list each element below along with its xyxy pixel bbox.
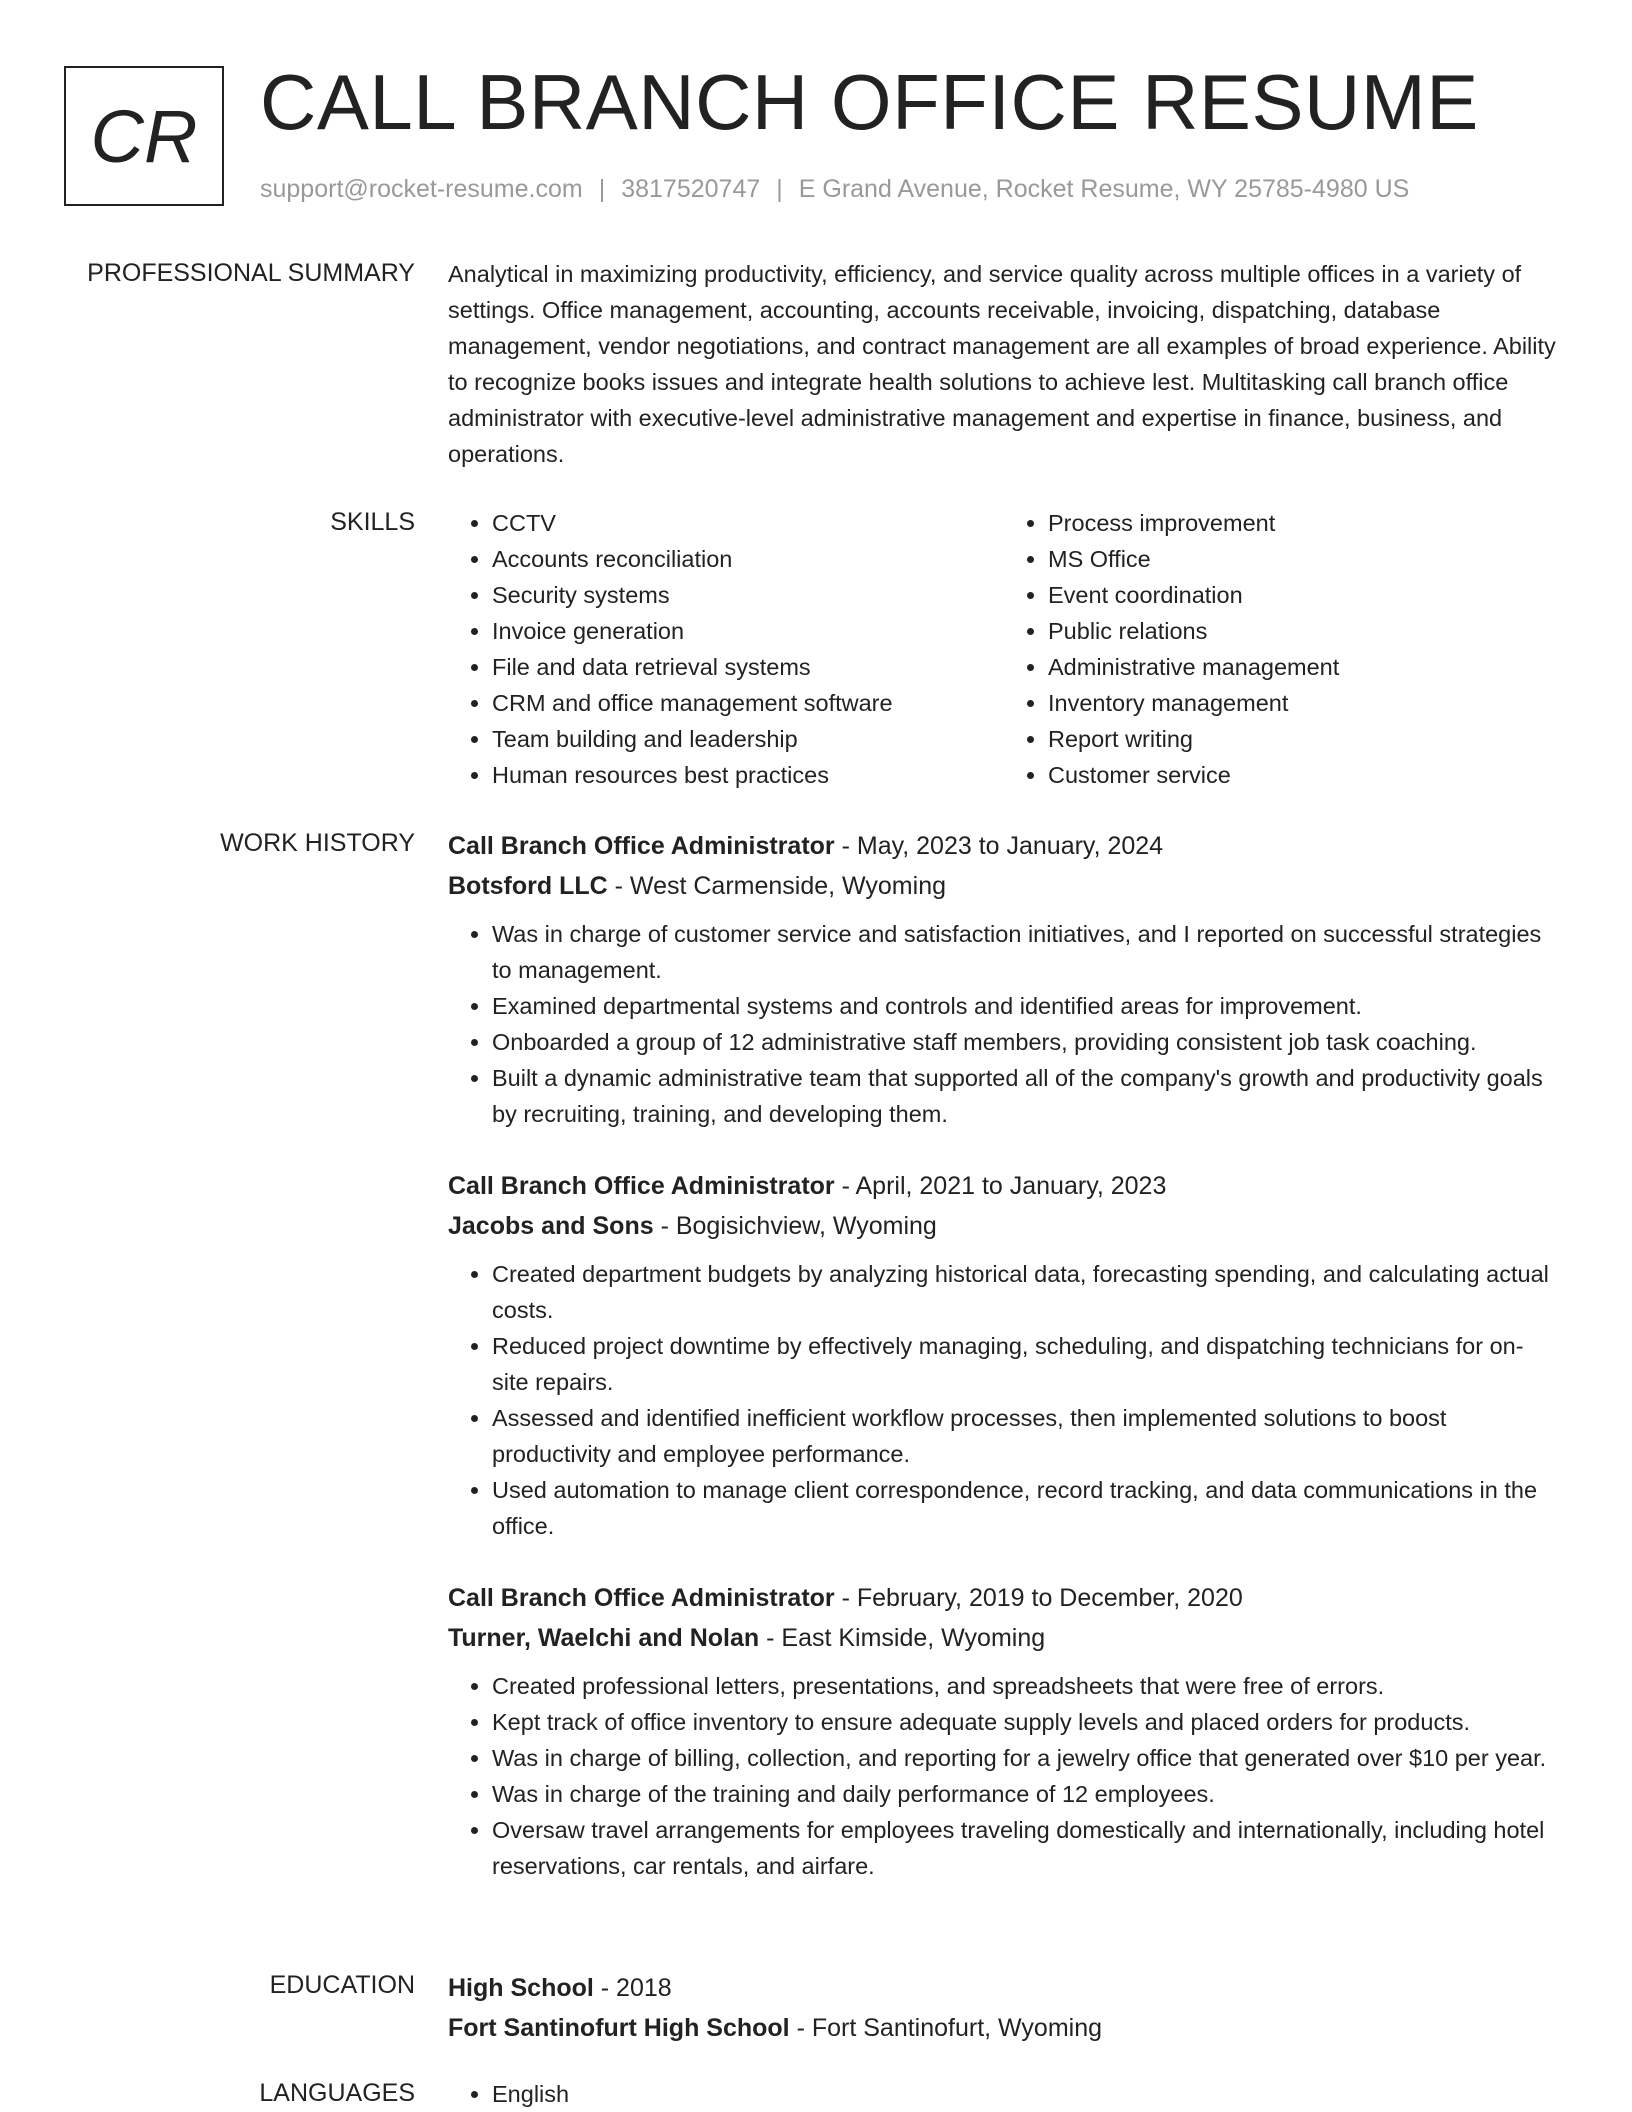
job-company-line	[448, 1206, 1560, 1246]
skill-item: • Customer service	[1048, 757, 1560, 793]
job-company: Turner, Waelchi and Nolan	[448, 1624, 760, 1652]
contact-phone: 3817520747	[621, 175, 761, 203]
job-bullet: • Was in charge of the training and daily performance of 12 employees.	[492, 1776, 1560, 1812]
education-school-line	[448, 2008, 1560, 2048]
work-history-body	[448, 826, 1560, 1918]
skill-item: • Public relations	[1048, 613, 1560, 649]
skill-item: • File and data retrieval systems	[492, 649, 1004, 685]
education-school: Fort Santinofurt High School	[448, 2014, 790, 2042]
job-bullet: • Reduced project downtime by effectively managing, scheduling, and dispatching technicians for on-site repairs.	[492, 1328, 1560, 1400]
job-title-line	[448, 1578, 1560, 1618]
education-body	[448, 1968, 1560, 2048]
job-bullet: • Onboarded a group of 12 administrative staff members, providing consistent job task coaching.	[492, 1024, 1560, 1060]
education-degree: High School	[448, 1974, 594, 2002]
job-dates: - February, 2019 to December, 2020	[834, 1584, 1243, 1612]
languages-list	[448, 2076, 1560, 2112]
job-bullets	[448, 1668, 1560, 1884]
contact-line	[260, 175, 1409, 204]
skill-item: • CCTV	[492, 505, 1004, 541]
contact-separator: |	[776, 175, 783, 203]
education-year: - 2018	[593, 1974, 672, 2002]
contact-separator: |	[598, 175, 606, 203]
job-bullets	[448, 916, 1560, 1132]
skill-item: • Process improvement	[1048, 505, 1560, 541]
languages-body	[448, 2076, 1560, 2112]
language-item: • English	[492, 2076, 1560, 2112]
job-bullets	[448, 1256, 1560, 1544]
skills-column-right	[1004, 505, 1560, 793]
skill-item: • Inventory management	[1048, 685, 1560, 721]
job-bullet: • Examined departmental systems and controls and identified areas for improvement.	[492, 988, 1560, 1024]
education-location: - Fort Santinofurt, Wyoming	[789, 2014, 1103, 2042]
contact-address: E Grand Avenue, Rocket Resume, WY 25785-4980 US	[798, 175, 1410, 203]
job-bullet: • Built a dynamic administrative team that supported all of the company's growth and productivity goals by recruiting, training, and developing them.	[492, 1060, 1560, 1132]
education-degree-line	[448, 1968, 1560, 2008]
job-bullet: • Kept track of office inventory to ensure adequate supply levels and placed orders for products.	[492, 1704, 1560, 1740]
languages-heading: LANGUAGES	[259, 2079, 415, 2107]
job-location: - West Carmenside, Wyoming	[607, 872, 946, 900]
skill-item: • MS Office	[1048, 541, 1560, 577]
resume-title: CALL BRANCH OFFICE RESUME	[260, 58, 1479, 146]
job-bullet: • Created professional letters, presentations, and spreadsheets that were free of errors.	[492, 1668, 1560, 1704]
job-bullet: • Created department budgets by analyzing historical data, forecasting spending, and calculating actual costs.	[492, 1256, 1560, 1328]
job-company-line	[448, 1618, 1560, 1658]
skill-item: • Administrative management	[1048, 649, 1560, 685]
work-history-heading: WORK HISTORY	[220, 829, 415, 857]
job-entry	[448, 826, 1560, 1132]
contact-email: support@rocket-resume.com	[260, 175, 583, 203]
job-title: Call Branch Office Administrator	[448, 832, 835, 860]
job-entry	[448, 1578, 1560, 1884]
job-title: Call Branch Office Administrator	[448, 1584, 835, 1612]
job-location: - Bogisichview, Wyoming	[653, 1212, 937, 1240]
summary-body	[448, 256, 1560, 472]
education-heading: EDUCATION	[269, 1971, 415, 1999]
summary-text: Analytical in maximizing productivity, efficiency, and service quality across multiple offices in a variety of settings. Office management, accounting, accounts receivable, invoicing, dispatching, database management, vendor negotiations, and contract management are all examples of broad experience. Ability to recognize books issues and integrate health solutions to achieve lest. Multitasking call branch office administrator with executive-level administrative management and expertise in finance, business, and operations.	[448, 261, 1556, 467]
job-company-line	[448, 866, 1560, 906]
skills-list	[448, 505, 1560, 793]
job-dates: - April, 2021 to January, 2023	[834, 1172, 1167, 1200]
job-company: Botsford LLC	[448, 872, 608, 900]
job-company: Jacobs and Sons	[448, 1212, 654, 1240]
skill-item: • Invoice generation	[492, 613, 1004, 649]
job-dates: - May, 2023 to January, 2024	[834, 832, 1164, 860]
job-title: Call Branch Office Administrator	[448, 1172, 835, 1200]
monogram-initials: CR	[64, 66, 224, 206]
summary-heading: PROFESSIONAL SUMMARY	[87, 259, 415, 287]
job-location: - East Kimside, Wyoming	[759, 1624, 1046, 1652]
job-bullet: • Oversaw travel arrangements for employees traveling domestically and internationally, including hotel reservations, car rentals, and airfare.	[492, 1812, 1560, 1884]
job-title-line	[448, 1166, 1560, 1206]
job-title-line	[448, 826, 1560, 866]
skill-item: • Team building and leadership	[492, 721, 1004, 757]
skills-column-left	[448, 505, 1004, 793]
job-bullet: • Was in charge of customer service and satisfaction initiatives, and I reported on successful strategies to management.	[492, 916, 1560, 988]
skill-item: • Accounts reconciliation	[492, 541, 1004, 577]
skill-item: • Event coordination	[1048, 577, 1560, 613]
skills-heading: SKILLS	[330, 508, 415, 536]
skill-item: • CRM and office management software	[492, 685, 1004, 721]
job-bullet: • Used automation to manage client correspondence, record tracking, and data communications in the office.	[492, 1472, 1560, 1544]
job-bullet: • Was in charge of billing, collection, and reporting for a jewelry office that generated over $10 per year.	[492, 1740, 1560, 1776]
job-bullet: • Assessed and identified inefficient workflow processes, then implemented solutions to boost productivity and employee performance.	[492, 1400, 1560, 1472]
skill-item: • Security systems	[492, 577, 1004, 613]
skill-item: • Report writing	[1048, 721, 1560, 757]
skill-item: • Human resources best practices	[492, 757, 1004, 793]
job-entry	[448, 1166, 1560, 1544]
